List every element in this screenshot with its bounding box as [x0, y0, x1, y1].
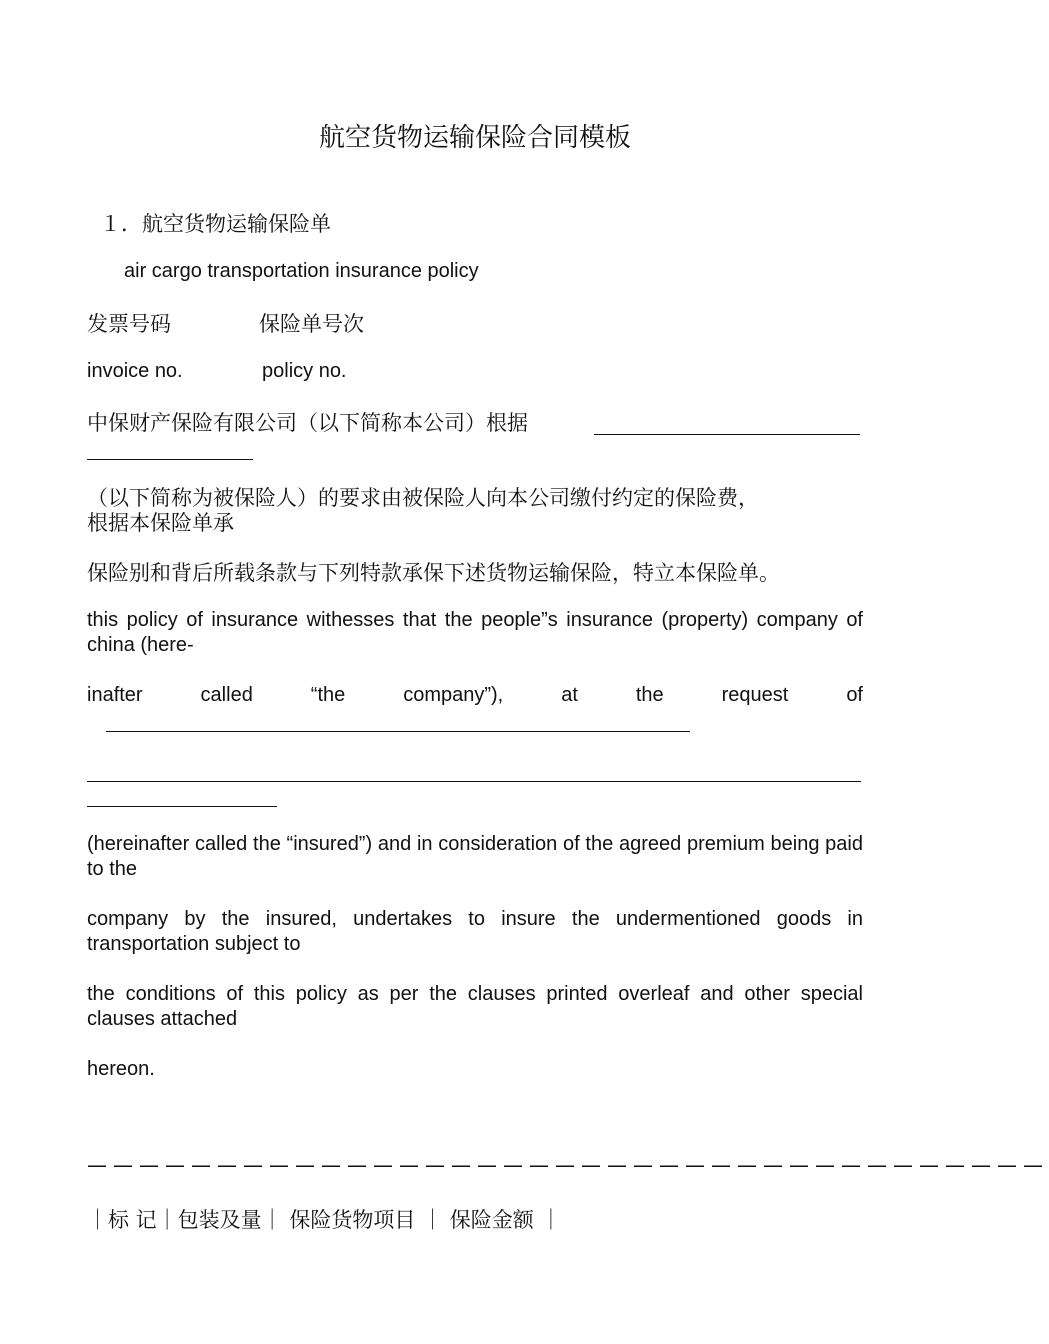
chinese-paragraph-2-line-1: （以下简称为被保险人）的要求由被保险人向本公司缴付约定的保险费，: [87, 486, 759, 510]
insured-name-blank: [106, 731, 690, 732]
document-title: 航空货物运输保险合同模板: [318, 123, 631, 153]
english-paragraph-5: the conditions of this policy as per the clauses printed overleaf and other special clauses attached: [87, 983, 863, 1030]
english-paragraph-6: hereon.: [87, 1058, 155, 1080]
policy-label: 保险单号次: [259, 312, 364, 336]
chinese-paragraph-2: [87, 485, 863, 486]
english-paragraph-3: (hereinafter called the “insured”) and in consideration of the agreed premium being paid to the: [87, 833, 863, 880]
fill-in-blank: [594, 434, 860, 435]
table-header-row: ｜标 记｜包装及量｜ 保险货物项目 ｜ 保险金额 ｜: [87, 1208, 562, 1232]
insured-name-blank-line-3: [87, 806, 277, 807]
fill-in-blank-continued: [87, 459, 253, 460]
english-paragraph-1: this policy of insurance withesses that the people”s insurance (property) company of china (here-: [87, 609, 863, 656]
english-paragraph-4: company by the insured, undertakes to insure the undermentioned goods in transportation subject to: [87, 908, 863, 955]
insured-name-blank-line-2: [87, 781, 861, 782]
dashed-separator: —————————————————————————————————————: [87, 1153, 1049, 1177]
invoice-label-english: invoice no.: [87, 360, 183, 382]
chinese-paragraph-2-line-2: 根据本保险单承: [87, 511, 234, 535]
policy-label-english: policy no.: [262, 360, 347, 382]
english-paragraph-2: [87, 683, 863, 708]
chinese-paragraph-3: 保险别和背后所载条款与下列特款承保下述货物运输保险，特立本保险单。: [87, 561, 780, 585]
chinese-paragraph-1: 中保财产保险有限公司（以下简称本公司）根据: [87, 411, 528, 435]
english-paragraph-2-text: inafter called “the company”), at the request of: [87, 684, 863, 706]
invoice-label: 发票号码: [87, 312, 171, 336]
section-heading-english: air cargo transportation insurance policy: [124, 260, 479, 282]
section-heading: １．航空货物运输保险单: [100, 212, 331, 236]
